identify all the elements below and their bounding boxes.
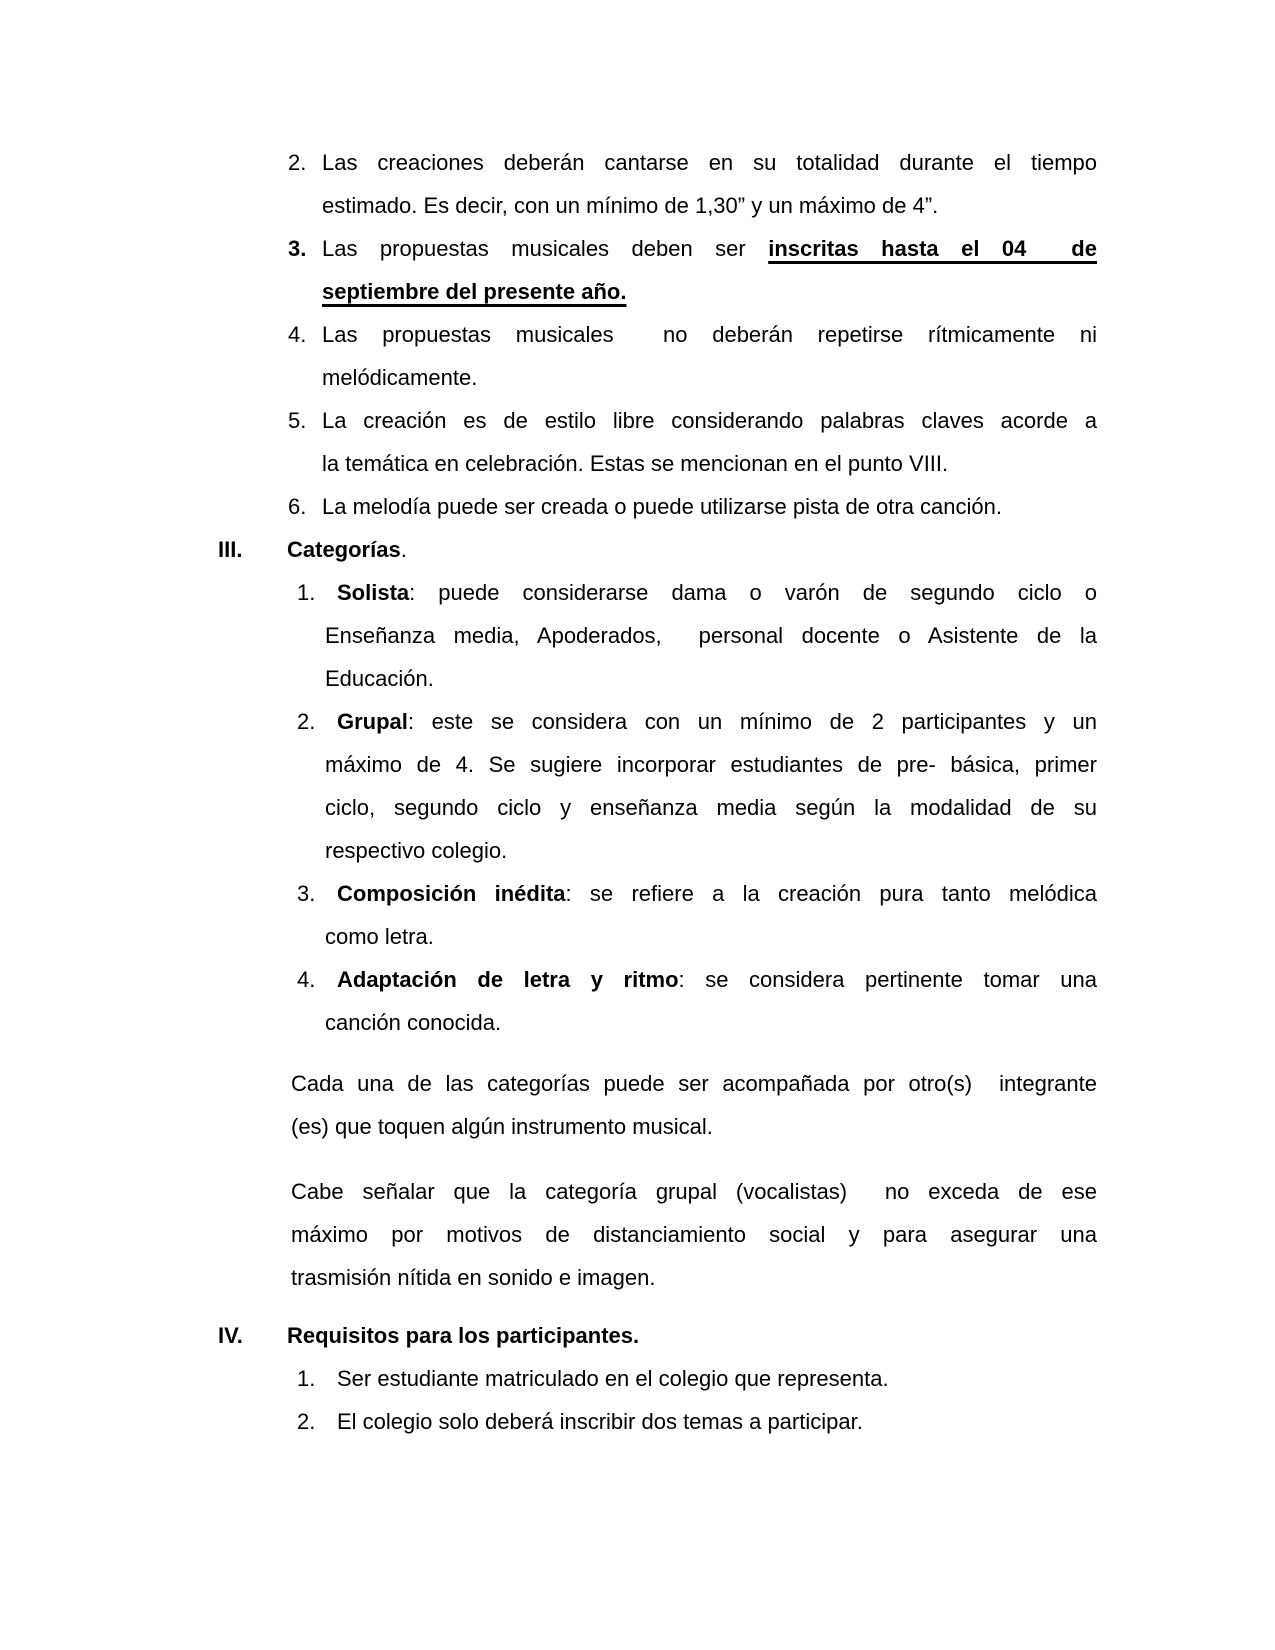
category-item-composicion-inedita (205, 872, 1097, 958)
text-run-bold: Requisitos para los participantes. (287, 1323, 640, 1348)
text-run: : puede considerarse dama o varón de segundo ciclo o (409, 580, 1097, 605)
list-number: 4. (297, 967, 316, 992)
section-heading-categorias (205, 528, 1097, 571)
text-line: Cada una de las categorías puede ser acompañada por otro(s) integrante (291, 1071, 1097, 1096)
text-line: (es) que toquen algún instrumento musical. (291, 1114, 713, 1139)
text-run-bold-underline: inscritas hasta el 04 de (768, 236, 1097, 261)
text-run-bold: Composición inédita (337, 881, 566, 906)
section-roman-numeral: III. (218, 537, 243, 562)
text-line: La creación es de estilo libre considerando palabras claves acorde a (322, 408, 1097, 433)
list-item-4 (205, 313, 1097, 399)
text-run: : este se considera con un mínimo de 2 participantes y un (407, 709, 1097, 734)
requisito-item-1 (205, 1357, 1097, 1400)
text-run-bold: Categorías (287, 537, 401, 562)
text-line: melódicamente. (322, 365, 478, 390)
list-number: 2. (297, 1409, 316, 1434)
text-line: estimado. Es decir, con un mínimo de 1,30” y un máximo de 4”. (322, 193, 939, 218)
category-item-grupal (205, 700, 1097, 872)
section-heading-requisitos (205, 1314, 1097, 1357)
text-line (325, 700, 1097, 743)
paragraph-distanciamiento (205, 1170, 1097, 1299)
text-line: Cabe señalar que la categoría grupal (vocalistas) no exceda de ese (291, 1179, 1097, 1204)
text-run-bold: Adaptación de letra y ritmo (337, 967, 679, 992)
text-line: ciclo, segundo ciclo y enseñanza media según la modalidad de su (325, 795, 1097, 820)
category-item-adaptacion (205, 958, 1097, 1044)
text-run-bold: Solista (337, 580, 410, 605)
section-roman-numeral: IV. (218, 1323, 243, 1348)
text-line (325, 571, 1097, 614)
text-line (325, 872, 1097, 915)
text-run: : se refiere a la creación pura tanto melódica (565, 881, 1098, 906)
text-line: Enseñanza media, Apoderados, personal docente o Asistente de la (325, 623, 1097, 648)
section-title (287, 1314, 1097, 1357)
text-line: La melodía puede ser creada o puede utilizarse pista de otra canción. (322, 494, 1002, 519)
text-run: Las propuestas musicales deben ser (322, 236, 769, 261)
text-line (322, 227, 1097, 270)
text-line: Ser estudiante matriculado en el colegio que representa. (337, 1366, 889, 1391)
list-number: 1. (297, 1366, 316, 1391)
text-line: canción conocida. (325, 1010, 502, 1035)
text-line: Las creaciones deberán cantarse en su totalidad durante el tiempo (322, 150, 1097, 175)
list-number: 1. (297, 580, 316, 605)
text-run: . (400, 537, 407, 562)
text-line (322, 270, 1097, 313)
list-number: 6. (288, 494, 307, 519)
text-run-bold-underline: septiembre del presente año. (322, 279, 627, 304)
text-line: trasmisión nítida en sonido e imagen. (291, 1265, 656, 1290)
text-line: Las propuestas musicales no deberán repetirse rítmicamente ni (322, 322, 1097, 347)
requisito-item-2 (205, 1400, 1097, 1443)
text-line: máximo de 4. Se sugiere incorporar estudiantes de pre- básica, primer (325, 752, 1097, 777)
list-item-6 (205, 485, 1097, 528)
section-title (287, 528, 1097, 571)
text-line: como letra. (325, 924, 434, 949)
paragraph-acompanamiento (205, 1062, 1097, 1148)
list-number: 5. (288, 408, 307, 433)
list-item-5 (205, 399, 1097, 485)
category-item-solista (205, 571, 1097, 700)
text-line: El colegio solo deberá inscribir dos temas a participar. (337, 1409, 863, 1434)
text-line: la temática en celebración. Estas se mencionan en el punto VIII. (322, 451, 949, 476)
text-line (325, 958, 1097, 1001)
text-run-bold: Grupal (337, 709, 408, 734)
list-item-3 (205, 227, 1097, 313)
list-number: 2. (288, 150, 307, 175)
text-run: : se considera pertinente tomar una (678, 967, 1098, 992)
list-number: 3. (297, 881, 316, 906)
text-line: máximo por motivos de distanciamiento social y para asegurar una (291, 1222, 1097, 1247)
list-number: 3. (288, 236, 307, 261)
list-number: 4. (288, 322, 307, 347)
text-line: Educación. (325, 666, 434, 691)
document-content (205, 141, 1097, 1443)
list-item-2 (205, 141, 1097, 227)
list-number: 2. (297, 709, 316, 734)
text-line: respectivo colegio. (325, 838, 508, 863)
